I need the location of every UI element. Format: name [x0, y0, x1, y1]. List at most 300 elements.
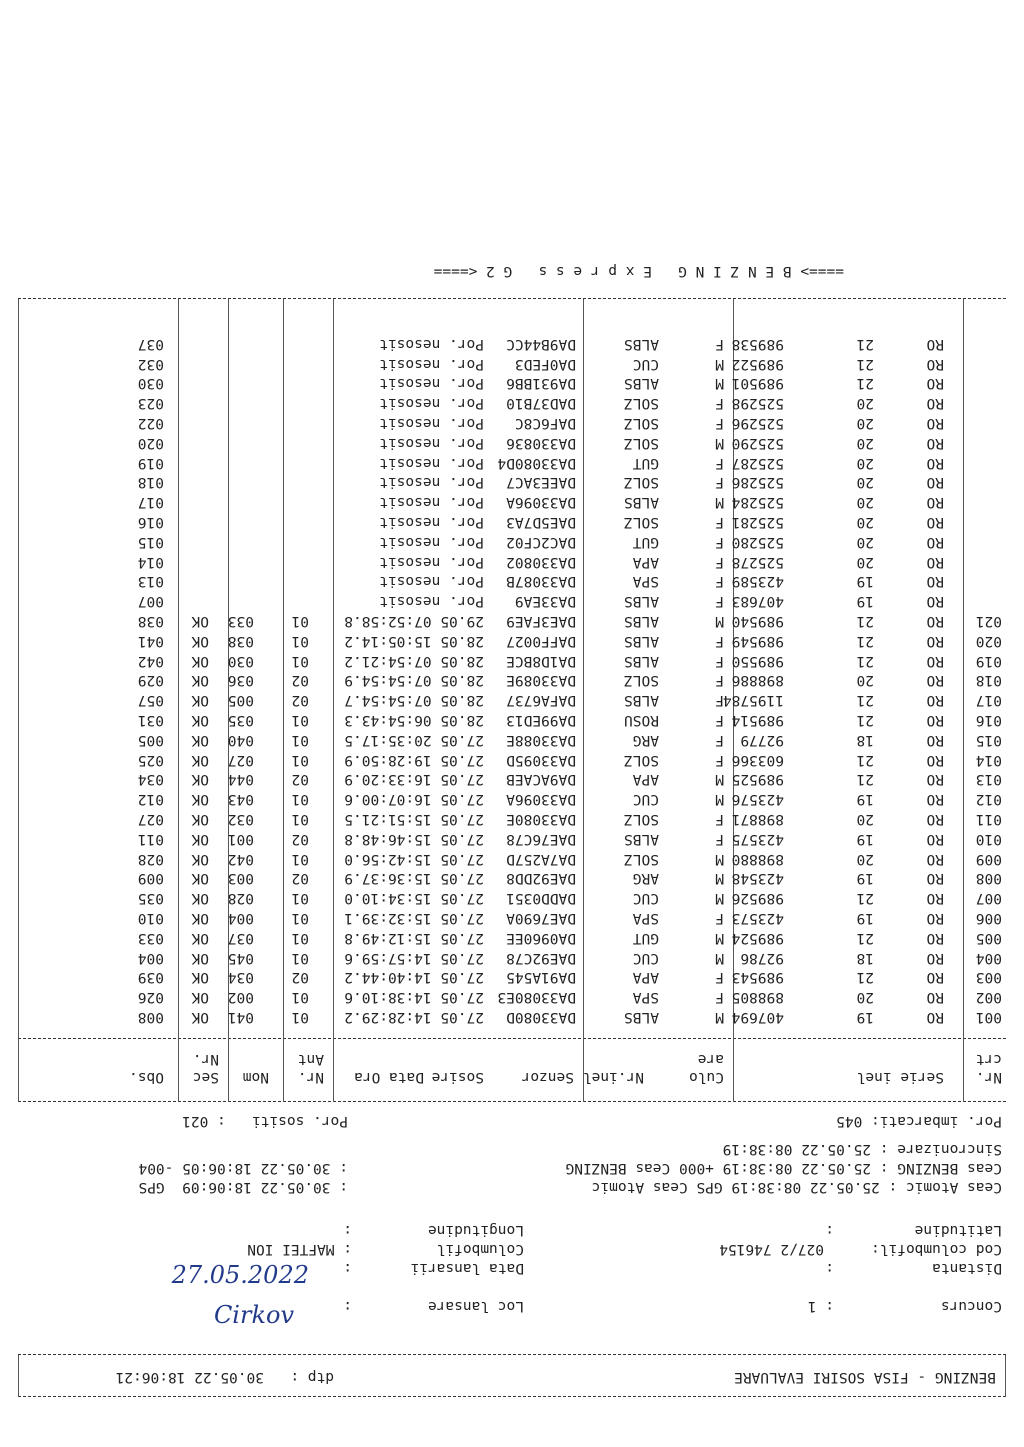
header-bottom-border	[18, 1354, 1006, 1355]
sex: F	[715, 415, 724, 431]
sex: F	[715, 751, 724, 768]
arrival-time: Por. nesosit	[379, 335, 484, 352]
status: OK	[191, 830, 209, 847]
sec-nr: 031	[137, 712, 164, 728]
ring-number: 525287	[731, 454, 784, 471]
color: ROSU	[624, 712, 659, 728]
antenna: 01	[291, 811, 309, 827]
row-number: 007	[975, 890, 1002, 907]
nom: 040	[227, 731, 254, 748]
country: RO	[926, 929, 944, 946]
sex: F	[715, 335, 724, 352]
country: RO	[926, 910, 944, 926]
sec-nr: 039	[137, 969, 164, 986]
sex: F	[715, 672, 724, 689]
nom: 037	[227, 929, 254, 946]
ring-number: 525281	[731, 514, 784, 530]
chip-id: DAEE3AC7	[506, 474, 576, 491]
color: CUC	[632, 949, 659, 966]
chip-id: DAE92C78	[506, 949, 576, 966]
imbarcati-count: Por. imbarcati: 045	[836, 1113, 1002, 1129]
row-number: 021	[975, 613, 1002, 629]
year: 18	[856, 949, 874, 966]
row-number: 017	[975, 692, 1002, 709]
country: RO	[926, 415, 944, 431]
arrival-time: 28.05 07:54:21.2	[344, 652, 484, 669]
ring-number: 898805	[731, 989, 784, 1006]
row-number: 005	[975, 929, 1002, 946]
table-row	[0, 470, 1024, 490]
color: SPA	[632, 573, 659, 590]
table-row	[0, 886, 1024, 906]
table-row	[0, 589, 1024, 609]
status: OK	[191, 1009, 209, 1025]
sex: F	[715, 573, 724, 590]
sec-nr: 015	[137, 533, 164, 550]
antenna: 01	[291, 613, 309, 629]
sec-nr: 030	[137, 375, 164, 392]
country: RO	[926, 335, 944, 352]
sex: M	[715, 850, 724, 867]
chip-id: DA33080D4	[497, 454, 576, 471]
year: 19	[856, 1009, 874, 1025]
year: 20	[856, 474, 874, 491]
antenna: 02	[291, 870, 309, 887]
column-header: Nom	[242, 1069, 269, 1085]
latitudine-value: :	[825, 1222, 834, 1238]
year: 19	[856, 910, 874, 926]
antenna: 01	[291, 652, 309, 669]
sex: F	[715, 454, 724, 471]
year: 20	[856, 533, 874, 550]
antenna: 01	[291, 910, 309, 926]
country: RO	[926, 692, 944, 709]
arrival-time: 27.05 19:28:50.9	[344, 751, 484, 768]
year: 20	[856, 850, 874, 867]
arrival-time: 28.05 07:54:54.9	[344, 672, 484, 689]
arrival-time: 27.05 15:46:48.8	[344, 830, 484, 847]
sec-nr: 011	[137, 830, 164, 847]
country: RO	[926, 811, 944, 827]
arrival-time: Por. nesosit	[379, 593, 484, 610]
row-number: 013	[975, 771, 1002, 788]
row-number: 019	[975, 652, 1002, 669]
country: RO	[926, 830, 944, 847]
column-header: Nr.	[297, 1069, 324, 1085]
arrival-time: Por. nesosit	[379, 494, 484, 511]
sex: F	[715, 395, 724, 412]
country: RO	[926, 672, 944, 689]
country: RO	[926, 1009, 944, 1025]
sex: F	[715, 811, 724, 827]
row-number: 008	[975, 870, 1002, 887]
color: ALBS	[624, 375, 659, 392]
arrival-time: Por. nesosit	[379, 355, 484, 372]
year: 21	[856, 969, 874, 986]
cod-columbofil-label: Cod columbofil:	[871, 1241, 1002, 1257]
color: ALBS	[624, 692, 659, 709]
concurs-label: Concurs	[940, 1298, 1002, 1314]
ring-number: 423576	[731, 791, 784, 808]
status: OK	[191, 949, 209, 966]
sex: M	[715, 375, 724, 392]
year: 20	[856, 553, 874, 570]
chip-id: DA931BB6	[506, 375, 576, 392]
longitudine-value: :	[343, 1222, 352, 1238]
sex: F	[715, 830, 724, 847]
year: 20	[856, 494, 874, 511]
sec-nr: 038	[137, 613, 164, 629]
country: RO	[926, 652, 944, 669]
row-number: 016	[975, 712, 1002, 728]
distanta-value: :	[825, 1260, 834, 1276]
row-number: 003	[975, 969, 1002, 986]
antenna: 02	[291, 692, 309, 709]
sex: M	[715, 890, 724, 907]
antenna: 01	[291, 890, 309, 907]
country: RO	[926, 989, 944, 1006]
antenna: 01	[291, 850, 309, 867]
year: 21	[856, 375, 874, 392]
country: RO	[926, 731, 944, 748]
chip-id: DA0FED3	[514, 355, 576, 372]
top-border	[18, 1396, 1006, 1397]
color: CUC	[632, 791, 659, 808]
ring-number: 407694	[731, 1009, 784, 1025]
country: RO	[926, 791, 944, 808]
sec-nr: 028	[137, 850, 164, 867]
sec-nr: 025	[137, 751, 164, 768]
sec-nr: 020	[137, 434, 164, 451]
table-row	[0, 728, 1024, 748]
ring-number: 525284	[731, 494, 784, 511]
row-number: 001	[975, 1009, 1002, 1025]
color: CUC	[632, 890, 659, 907]
year: 21	[856, 613, 874, 629]
color: SOLZ	[624, 434, 659, 451]
loc-value: :	[343, 1298, 352, 1314]
sex: M	[715, 870, 724, 887]
table-row	[0, 748, 1024, 768]
color: GUT	[632, 929, 659, 946]
color: SPA	[632, 989, 659, 1006]
country: RO	[926, 395, 944, 412]
status: OK	[191, 850, 209, 867]
country: RO	[926, 573, 944, 590]
country: RO	[926, 850, 944, 867]
nom: 036	[227, 672, 254, 689]
color: SOLZ	[624, 395, 659, 412]
row-number: 012	[975, 791, 1002, 808]
year: 19	[856, 593, 874, 610]
sex: M	[715, 791, 724, 808]
sec-nr: 012	[137, 791, 164, 808]
table-row	[0, 411, 1024, 431]
chip-id: DADD0351	[506, 890, 576, 907]
clock-line-1: Ceas Atomic : 25.05.22 08:38:19 GPS Ceas Atomic	[591, 1179, 1002, 1195]
ring-number: 525296	[731, 415, 784, 431]
ring-number: 989550	[731, 652, 784, 669]
color: SOLZ	[624, 672, 659, 689]
arrival-time: 28.05 06:54:43.3	[344, 712, 484, 728]
year: 21	[856, 751, 874, 768]
sex: M	[715, 434, 724, 451]
color: SOLZ	[624, 514, 659, 530]
table-top-border	[18, 1101, 1006, 1102]
nom: 035	[227, 712, 254, 728]
status: OK	[191, 910, 209, 926]
sec-nr: 007	[137, 593, 164, 610]
row-number: 020	[975, 632, 1002, 649]
sec-nr: 034	[137, 771, 164, 788]
antenna: 02	[291, 830, 309, 847]
sec-nr: 018	[137, 474, 164, 491]
sec-nr: 019	[137, 454, 164, 471]
sex: F	[715, 632, 724, 649]
year: 21	[856, 692, 874, 709]
status: OK	[191, 929, 209, 946]
table-row	[0, 490, 1024, 510]
antenna: 01	[291, 731, 309, 748]
ring-number: 92786	[740, 949, 784, 966]
year: 20	[856, 514, 874, 530]
color: GUT	[632, 454, 659, 471]
ring-number: 989540	[731, 613, 784, 629]
antenna: 01	[291, 712, 309, 728]
column-header: Data Ora	[354, 1069, 424, 1085]
status: OK	[191, 672, 209, 689]
chip-id: DA33088E	[506, 731, 576, 748]
year: 19	[856, 791, 874, 808]
country: RO	[926, 969, 944, 986]
sec-nr: 029	[137, 672, 164, 689]
sec-nr: 013	[137, 573, 164, 590]
sositi-count: Por. sositi : 021	[182, 1113, 348, 1129]
color: ALBS	[624, 593, 659, 610]
chip-id: DAD37B10	[506, 395, 576, 412]
country: RO	[926, 771, 944, 788]
country: RO	[926, 751, 944, 768]
table-row	[0, 649, 1024, 669]
ring-number: 898871	[731, 811, 784, 827]
year: 20	[856, 989, 874, 1006]
row-number: 002	[975, 989, 1002, 1006]
table-row	[0, 609, 1024, 629]
nom: 028	[227, 890, 254, 907]
column-header-sub: are	[697, 1051, 724, 1067]
sec-nr: 032	[137, 355, 164, 372]
year: 20	[856, 672, 874, 689]
nom: 030	[227, 652, 254, 669]
table-row	[0, 827, 1024, 847]
arrival-time: Por. nesosit	[379, 454, 484, 471]
clock-line-1-right: : 30.05.22 18:06:09 GPS	[138, 1179, 348, 1195]
table-row	[0, 451, 1024, 471]
sex: F	[715, 731, 724, 748]
table-row	[0, 926, 1024, 946]
column-header-sub: Nr.	[192, 1051, 219, 1067]
arrival-time: 27.05 15:42:56.0	[344, 850, 484, 867]
nom: 033	[227, 613, 254, 629]
nom: 004	[227, 910, 254, 926]
color: APA	[632, 771, 659, 788]
column-header-sub: crt	[975, 1051, 1002, 1067]
sex: F	[715, 969, 724, 986]
chip-id: DA33080E3	[497, 989, 576, 1006]
ring-number: 898886	[731, 672, 784, 689]
row-number: 014	[975, 751, 1002, 768]
country: RO	[926, 514, 944, 530]
table-row	[0, 550, 1024, 570]
country: RO	[926, 375, 944, 392]
ring-number: 423589	[731, 573, 784, 590]
status: OK	[191, 791, 209, 808]
country: RO	[926, 890, 944, 907]
chip-id: DAC2CF02	[506, 533, 576, 550]
nom: 002	[227, 989, 254, 1006]
year: 21	[856, 632, 874, 649]
table-bottom-border	[18, 298, 1006, 299]
columbofil-value: : MAFTEI ION	[247, 1241, 352, 1257]
country: RO	[926, 632, 944, 649]
arrival-time: Por. nesosit	[379, 415, 484, 431]
year: 19	[856, 870, 874, 887]
chip-id: DAE92DD8	[506, 870, 576, 887]
sex: F	[715, 712, 724, 728]
column-header: Nr.inel	[582, 1069, 644, 1085]
ring-number: 989538	[731, 335, 784, 352]
chip-id: DA33096A	[506, 791, 576, 808]
ring-number: 525280	[731, 533, 784, 550]
sec-nr: 035	[137, 890, 164, 907]
nom: 027	[227, 751, 254, 768]
status: OK	[191, 751, 209, 768]
table-row	[0, 708, 1024, 728]
nom: 005	[227, 692, 254, 709]
arrival-time: 27.05 15:32:39.1	[344, 910, 484, 926]
sec-nr: 004	[137, 949, 164, 966]
nom: 043	[227, 791, 254, 808]
nom: 042	[227, 850, 254, 867]
year: 20	[856, 415, 874, 431]
latitudine-label: Latitudine	[914, 1222, 1002, 1238]
print-label: dtp :	[290, 1369, 334, 1385]
chip-id: DA33080E	[506, 811, 576, 827]
sex: F	[715, 910, 724, 926]
sec-nr: 005	[137, 731, 164, 748]
table-row	[0, 629, 1024, 649]
ring-number: 525298	[731, 395, 784, 412]
column-header-sub: Ant	[297, 1051, 324, 1067]
status: OK	[191, 811, 209, 827]
ring-number: 525286	[731, 474, 784, 491]
chip-id: DAE3FAE9	[506, 613, 576, 629]
chip-id: DA1D8BCE	[506, 652, 576, 669]
color: ALBS	[624, 613, 659, 629]
antenna: 01	[291, 989, 309, 1006]
color: ALBS	[624, 1009, 659, 1025]
status: OK	[191, 870, 209, 887]
column-header: Senzor	[521, 1069, 574, 1085]
color: APA	[632, 553, 659, 570]
arrival-time: 27.05 15:12:49.8	[344, 929, 484, 946]
arrival-time: 27.05 15:36:37.9	[344, 870, 484, 887]
sec-nr: 026	[137, 989, 164, 1006]
sec-nr: 014	[137, 553, 164, 570]
sec-nr: 057	[137, 692, 164, 709]
column-header: Nr.	[975, 1069, 1002, 1085]
cod-columbofil-value: 027/2 746154	[719, 1241, 824, 1257]
year: 20	[856, 395, 874, 412]
antenna: 01	[291, 791, 309, 808]
color: SOLZ	[624, 415, 659, 431]
sex: F	[715, 593, 724, 610]
sex: M	[715, 929, 724, 946]
arrival-time: Por. nesosit	[379, 474, 484, 491]
ring-number: 1195784	[722, 692, 784, 709]
nom: 034	[227, 969, 254, 986]
year: 20	[856, 434, 874, 451]
sex: F	[715, 692, 724, 709]
chip-id: DAFF0027	[506, 632, 576, 649]
table-row	[0, 1005, 1024, 1025]
sec-nr: 017	[137, 494, 164, 511]
row-number: 015	[975, 731, 1002, 748]
year: 20	[856, 811, 874, 827]
table-row	[0, 965, 1024, 985]
header-right-border	[18, 1355, 19, 1397]
sex: F	[715, 514, 724, 530]
clock-line-2: Ceas BENZING : 25.05.22 08:38:19 +000 Ceas BENZING	[565, 1160, 1002, 1176]
arrival-time: Por. nesosit	[379, 434, 484, 451]
sec-nr: 023	[137, 395, 164, 412]
column-header: Sec	[192, 1069, 219, 1085]
country: RO	[926, 712, 944, 728]
row-number: 018	[975, 672, 1002, 689]
nom: 038	[227, 632, 254, 649]
status: OK	[191, 771, 209, 788]
arrival-time: 27.05 14:28:29.2	[344, 1009, 484, 1025]
table-row	[0, 906, 1024, 926]
year: 21	[856, 712, 874, 728]
footer-brand: ====> B E N Z I N G E x p r e s s G 2 <====	[433, 263, 844, 279]
arrival-time: Por. nesosit	[379, 514, 484, 530]
country: RO	[926, 533, 944, 550]
antenna: 01	[291, 949, 309, 966]
arrival-time: Por. nesosit	[379, 375, 484, 392]
country: RO	[926, 553, 944, 570]
status: OK	[191, 613, 209, 629]
table-row	[0, 807, 1024, 827]
sec-nr: 010	[137, 910, 164, 926]
arrival-time: 27.05 15:51:21.5	[344, 811, 484, 827]
table-row	[0, 371, 1024, 391]
chip-id: DA9ACAEB	[506, 771, 576, 788]
table-row	[0, 510, 1024, 530]
table-row	[0, 332, 1024, 352]
clock-line-2-right: : 30.05.22 18:06:05 -004	[138, 1160, 348, 1176]
ring-number: 989514	[731, 712, 784, 728]
chip-id: DA33096A	[506, 494, 576, 511]
sec-nr: 022	[137, 415, 164, 431]
ring-number: 423548	[731, 870, 784, 887]
nom: 041	[227, 1009, 254, 1025]
antenna: 02	[291, 771, 309, 788]
column-header: Serie inel	[856, 1069, 944, 1085]
table-row	[0, 569, 1024, 589]
ring-number: 989549	[731, 632, 784, 649]
chip-id: DA33EA9	[514, 593, 576, 610]
